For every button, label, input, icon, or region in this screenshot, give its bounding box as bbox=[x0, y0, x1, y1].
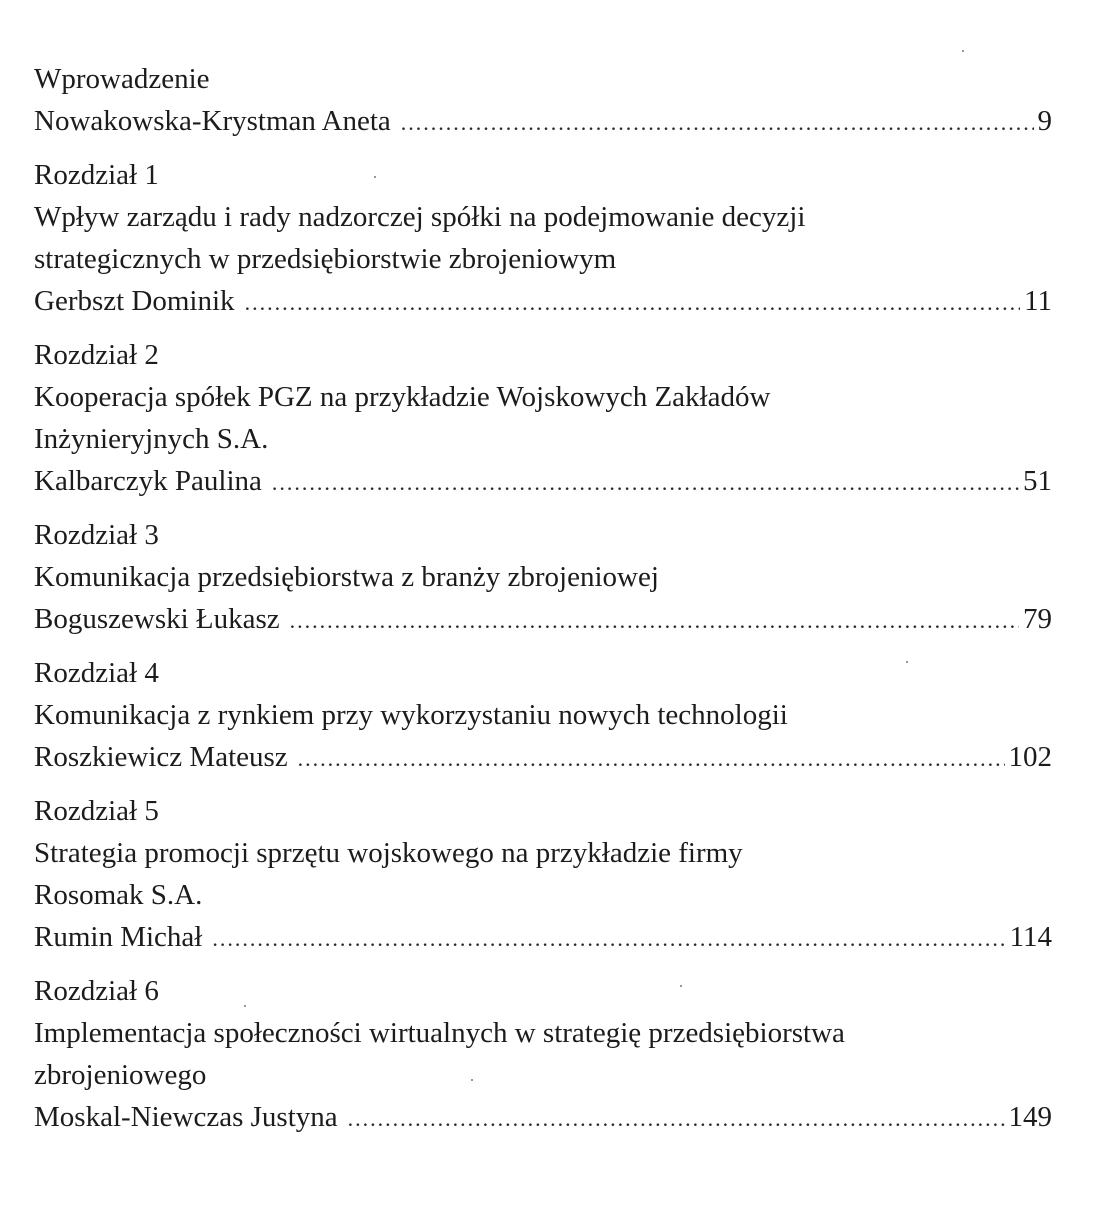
toc-author: Gerbszt Dominik bbox=[34, 285, 235, 317]
scan-speck bbox=[471, 1079, 473, 1081]
toc-author: Nowakowska-Krystman Aneta bbox=[34, 105, 391, 137]
toc-page-number: 51 bbox=[1023, 465, 1052, 497]
toc-author-line bbox=[34, 100, 1052, 142]
table-of-contents bbox=[34, 58, 1052, 1138]
toc-title-line: zbrojeniowego bbox=[34, 1059, 207, 1091]
toc-heading: Rozdział 3 bbox=[34, 519, 159, 551]
toc-title-line: Strategia promocji sprzętu wojskowego na przykładzie firmy bbox=[34, 837, 743, 869]
toc-entry-introduction bbox=[34, 58, 1052, 142]
toc-heading: Rozdział 6 bbox=[34, 975, 159, 1007]
toc-entry-chapter-4 bbox=[34, 652, 1052, 778]
toc-heading: Rozdział 5 bbox=[34, 795, 159, 827]
dot-leader bbox=[245, 282, 1021, 324]
toc-title-line: strategicznych w przedsiębiorstwie zbrojeniowym bbox=[34, 243, 617, 275]
toc-heading: Rozdział 4 bbox=[34, 657, 159, 689]
dot-leader bbox=[290, 600, 1019, 642]
toc-author: Roszkiewicz Mateusz bbox=[34, 741, 288, 773]
toc-entry-chapter-6 bbox=[34, 970, 1052, 1138]
dot-leader bbox=[348, 1098, 1005, 1140]
toc-title-line: Implementacja społeczności wirtualnych w strategię przedsiębiorstwa bbox=[34, 1017, 845, 1049]
toc-title-line: Komunikacja z rynkiem przy wykorzystaniu nowych technologii bbox=[34, 699, 788, 731]
toc-entry-chapter-3 bbox=[34, 514, 1052, 640]
toc-title-line: Kooperacja spółek PGZ na przykładzie Wojskowych Zakładów bbox=[34, 381, 771, 413]
toc-heading: Rozdział 2 bbox=[34, 339, 159, 371]
toc-page-number: 11 bbox=[1024, 285, 1052, 317]
toc-author: Moskal-Niewczas Justyna bbox=[34, 1101, 338, 1133]
toc-author-line bbox=[34, 1096, 1052, 1138]
toc-author-line bbox=[34, 736, 1052, 778]
dot-leader bbox=[401, 102, 1034, 144]
toc-author: Kalbarczyk Paulina bbox=[34, 465, 262, 497]
toc-title-line: Wpływ zarządu i rady nadzorczej spółki na podejmowanie decyzji bbox=[34, 201, 806, 233]
scan-speck bbox=[906, 661, 908, 663]
scan-speck bbox=[244, 1005, 246, 1007]
toc-entry-chapter-5 bbox=[34, 790, 1052, 958]
toc-author-line bbox=[34, 916, 1052, 958]
toc-heading: Rozdział 1 bbox=[34, 159, 159, 191]
dot-leader bbox=[298, 738, 1005, 780]
toc-entry-chapter-2 bbox=[34, 334, 1052, 502]
toc-page-number: 149 bbox=[1008, 1101, 1052, 1133]
dot-leader bbox=[272, 462, 1019, 504]
toc-page-number: 79 bbox=[1023, 603, 1052, 635]
toc-author: Boguszewski Łukasz bbox=[34, 603, 280, 635]
toc-page-number: 114 bbox=[1009, 921, 1052, 953]
toc-entry-chapter-1 bbox=[34, 154, 1052, 322]
dot-leader bbox=[212, 918, 1005, 960]
toc-page-number: 9 bbox=[1037, 105, 1052, 137]
scan-speck bbox=[962, 50, 964, 52]
toc-title-line: Rosomak S.A. bbox=[34, 879, 203, 911]
toc-title-line: Inżynieryjnych S.A. bbox=[34, 423, 269, 455]
scan-speck bbox=[374, 176, 376, 178]
toc-author-line bbox=[34, 280, 1052, 322]
toc-heading: Wprowadzenie bbox=[34, 63, 210, 95]
toc-page-number: 102 bbox=[1008, 741, 1052, 773]
toc-title-line: Komunikacja przedsiębiorstwa z branży zbrojeniowej bbox=[34, 561, 659, 593]
toc-author-line bbox=[34, 598, 1052, 640]
scan-speck bbox=[680, 985, 682, 987]
toc-author-line bbox=[34, 460, 1052, 502]
toc-author: Rumin Michał bbox=[34, 921, 203, 953]
